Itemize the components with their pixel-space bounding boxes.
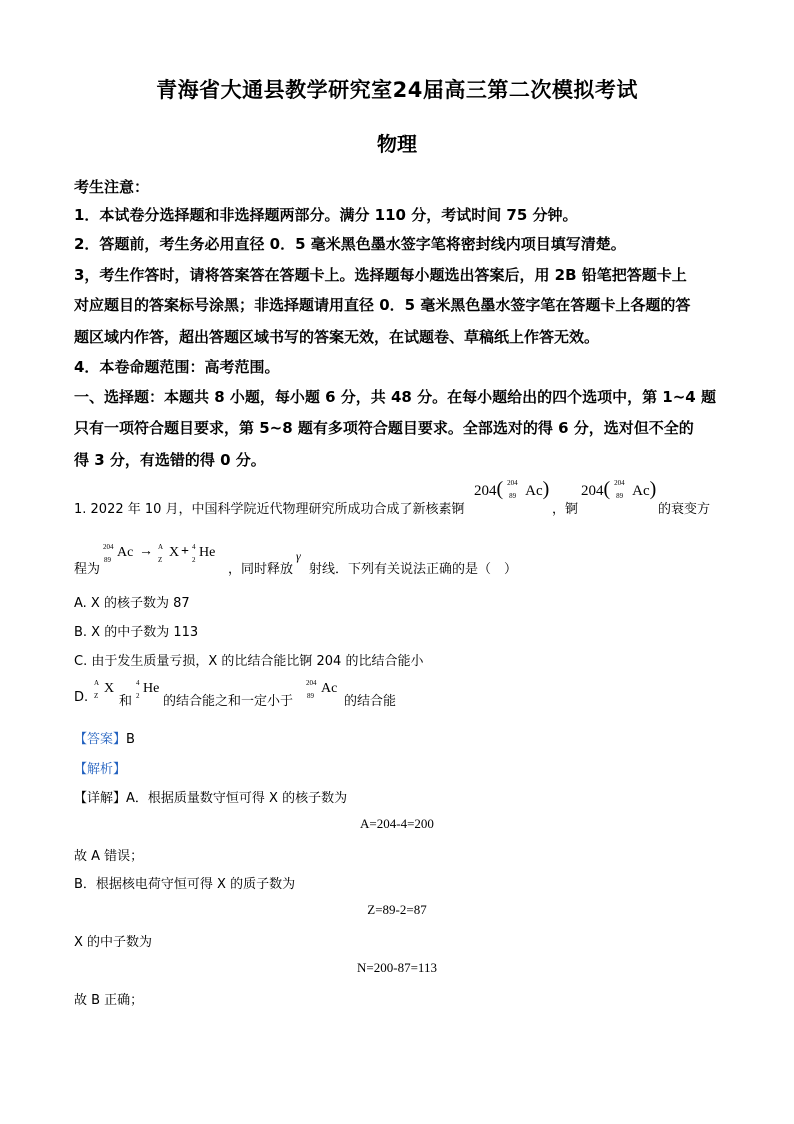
option-d-prefix: D. — [74, 690, 89, 705]
nuclide-notation: 204( 204 89 Ac) — [581, 478, 657, 500]
notice-line: 题区域内作答，超出答题区域书写的答案无效，在试题卷、草稿纸上作答无效。 — [74, 328, 600, 346]
he-atomic: 2 — [192, 556, 196, 564]
ac-nuclide — [306, 679, 346, 705]
section-line: 得 3 分，有选错的得 0 分。 — [74, 451, 266, 469]
he-atomic: 2 — [136, 692, 140, 700]
ac-atomic: 89 — [307, 692, 314, 700]
question-stem: 的衰变方 — [658, 502, 711, 517]
nuclide-prefix: 204 — [581, 483, 604, 499]
notice-line: 4．本卷命题范围：高考范围。 — [74, 358, 280, 376]
x-nuclide — [94, 679, 120, 705]
ac-mass: 204 — [103, 543, 114, 551]
nuclide-symbol: Ac — [632, 483, 650, 499]
he-mass: 4 — [192, 543, 196, 551]
nuclide-symbol: Ac — [525, 483, 543, 499]
conclusion-b: 故 B 正确； — [74, 993, 144, 1008]
nuclide-atomic: 89 — [616, 492, 624, 500]
x-symbol: X — [104, 681, 115, 696]
he-symbol: He — [199, 545, 216, 560]
notice-heading: 考生注意： — [74, 178, 150, 196]
notice-line: 2．答题前，考生务必用直径 0．5 毫米黑色墨水签字笔将密封线内项目填写清楚。 — [74, 235, 626, 253]
conclusion-a: 故 A 错误； — [74, 849, 144, 864]
section-line: 一、选择题：本题共 8 小题，每小题 6 分，共 48 分。在每小题给出的四个选项中，第 1~4 题 — [74, 388, 716, 406]
ac-mass: 204 — [306, 679, 317, 687]
section-line: 只有一项符合题目要求，第 5~8 题有多项符合题目要求。全部选对的得 6 分，选对但不全的 — [74, 419, 694, 437]
option-a: A. X 的核子数为 87 — [74, 596, 190, 611]
he-symbol: He — [143, 681, 160, 696]
answer-value: B — [126, 732, 135, 747]
detail-a: 【详解】A．根据质量数守恒可得 X 的核子数为 — [74, 791, 348, 806]
decay-equation — [103, 543, 215, 569]
analysis-label: 【解析】 — [74, 762, 127, 777]
answer-line — [74, 728, 135, 747]
he-mass: 4 — [136, 679, 140, 687]
equation-a: A=204-4=200 — [360, 816, 434, 831]
option-d-end: 的结合能 — [344, 694, 397, 709]
answer-label: 【答案】 — [74, 732, 127, 747]
ac-symbol: Ac — [321, 681, 338, 696]
option-b: B. X 的中子数为 113 — [74, 625, 199, 640]
x-atomic: Z — [94, 692, 99, 700]
nuclide-atomic: 89 — [509, 492, 517, 500]
option-d-and: 和 — [119, 694, 133, 709]
detail-b: B．根据核电荷守恒可得 X 的质子数为 — [74, 877, 296, 892]
question-stem: 1. 2022 年 10 月，中国科学院近代物理研究所成功合成了新核素锕 — [74, 502, 465, 517]
equation-c: N=200-87=113 — [357, 960, 437, 975]
ac-atomic: 89 — [104, 556, 111, 564]
option-c: C. 由于发生质量亏损，X 的比结合能比锕 204 的比结合能小 — [74, 654, 424, 669]
neutron-text: X 的中子数为 — [74, 935, 153, 950]
question-stem: 射线．下列有关说法正确的是（ ） — [309, 562, 518, 577]
question-stem: ，同时释放 — [228, 562, 294, 577]
x-symbol: X — [169, 545, 180, 560]
ac-symbol: Ac — [117, 545, 134, 560]
option-d-mid: 的结合能之和一定小于 — [163, 694, 294, 709]
notice-line: 对应题目的答案标号涂黑；非选择题请用直径 0．5 毫米黑色墨水签字笔在答题卡上各题的答 — [74, 296, 691, 314]
page-subtitle: 物理 — [377, 132, 417, 156]
nuclide-mass: 204 — [507, 479, 518, 487]
equation-b: Z=89-2=87 — [367, 902, 427, 917]
he-nuclide — [136, 679, 166, 705]
gamma-symbol: γ — [296, 549, 301, 563]
question-stem: 程为 — [74, 562, 101, 577]
page-title: 青海省大通县教学研究室24届高三第二次模拟考试 — [156, 78, 638, 102]
nuclide-notation: 204( 204 89 Ac) — [474, 478, 550, 500]
x-mass: A — [94, 679, 100, 687]
notice-line: 3，考生作答时，请将答案答在答题卡上。选择题每小题选出答案后，用 2B 铅笔把答题卡上 — [74, 266, 687, 284]
plus-symbol: + — [181, 544, 189, 559]
x-atomic: Z — [158, 556, 163, 564]
question-stem: ，锕 — [552, 502, 579, 517]
x-mass: A — [158, 543, 164, 551]
nuclide-prefix: 204 — [474, 483, 497, 499]
nuclide-mass: 204 — [614, 479, 625, 487]
arrow-symbol: → — [139, 544, 153, 559]
notice-line: 1．本试卷分选择题和非选择题两部分。满分 110 分，考试时间 75 分钟。 — [74, 206, 578, 224]
